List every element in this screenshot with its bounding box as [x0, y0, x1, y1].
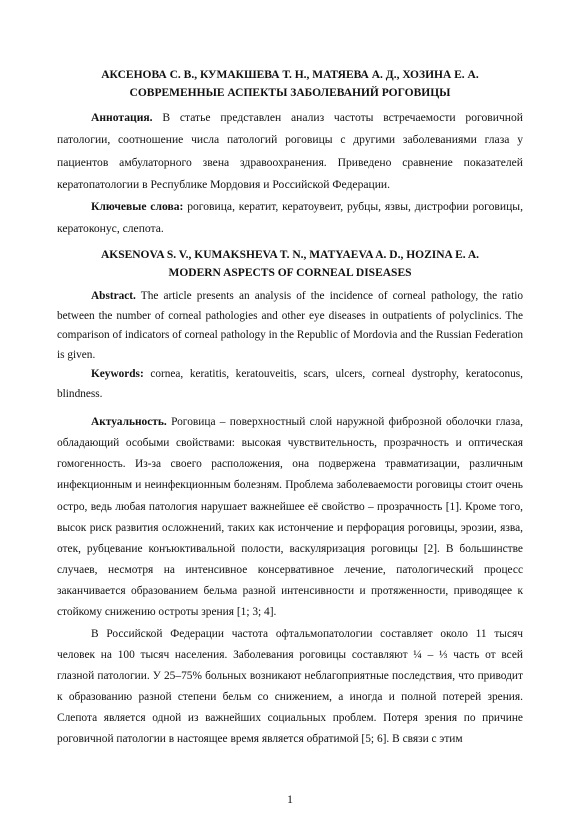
body-paragraph-1 [57, 412, 523, 624]
body-paragraph-1-text: Роговица – поверхностный слой наружной фиброзной оболочки глаза, обладающий особыми свойствами: высокая чувствительность, прозрачность и оптическая гомогенность. Из-за своего расположения, она подвержена травматизации, различным инфекционным и неинфекционным болезням. Проблема заболеваемости роговицы стоит очень остро, ведь любая патология нарушает важнейшее её свойство – прозрачность [1]. Кроме того, высок риск развития осложнений, таких как истончение и перфорация роговицы, эрозии, язва, отек, рубцевание конъюктивальной полости, васкуляризация роговицы [2]. В большинстве случаев, несмотря на интенсивное консервативное лечение, патологический процесс заканчивается образованием бельма разной интенсивности и протяженности, приводящее к стойкому снижению остроты зрения [1; 3; 4]. [57, 416, 523, 619]
en-title: MODERN ASPECTS OF CORNEAL DISEASES [168, 267, 412, 279]
ru-abstract [57, 107, 523, 241]
ru-keywords-paragraph [57, 196, 523, 241]
ru-keywords-label: Ключевые слова: [91, 200, 184, 214]
en-keywords-paragraph [57, 365, 523, 404]
ru-abstract-label: Аннотация. [91, 111, 153, 124]
en-abstract-paragraph [57, 287, 523, 365]
en-header [57, 246, 523, 282]
ru-title: СОВРЕМЕННЫЕ АСПЕКТЫ ЗАБОЛЕВАНИЙ РОГОВИЦЫ [129, 87, 451, 99]
ru-authors: АКСЕНОВА С. В., КУМАКШЕВА Т. Н., МАТЯЕВА А. Д., ХОЗИНА Е. А. [101, 69, 479, 81]
en-authors: AKSENOVA S. V., KUMAKSHEVA T. N., MATYAEVA A. D., HOZINA E. A. [100, 249, 480, 261]
en-keywords-text: cornea, keratitis, keratouveitis, scars, ulcers, corneal dystrophy, keratoconus, blindness. [57, 368, 523, 400]
ru-header [57, 66, 523, 102]
body-paragraph-2: В Российской Федерации частота офтальмопатологии составляет около 11 тысяч человек на 100 тысяч населения. Заболевания роговицы составляют ¼ – ⅓ часть от всей глазной патологии. У 25–75% больных возникают неблагоприятные последствия, что приводит к образованию разной степени бельм со снижением, а иногда и полной потерей зрения. Слепота является одной из важнейших социальных проблем. Потеря зрения по причине роговичной патологии в настоящее время является обратимой [5; 6]. В связи с этим [57, 627, 523, 746]
section-label-relevance: Актуальность. [91, 416, 167, 428]
page-number: 1 [287, 792, 293, 806]
ru-keywords-text: роговица, кератит, кератоувеит, рубцы, язвы, дистрофии роговицы, кератоконус, слепота. [57, 200, 523, 236]
article-body [57, 412, 523, 751]
en-abstract [57, 287, 523, 405]
ru-abstract-paragraph [57, 107, 523, 196]
en-abstract-label: Abstract. [91, 290, 136, 302]
en-abstract-text: The article presents an analysis of the incidence of corneal pathology, the ratio between the number of corneal pathologies and other eye diseases in outpatients of polyclinics. The comparison of indicators of corneal pathology in the Republic of Mordovia and the Russian Federation is given. [57, 290, 523, 361]
ru-abstract-text: В статье представлен анализ частоты встречаемости роговичной патологии, соотношение числа патологий роговицы с другими заболеваниями глаза у пациентов амбулаторного звена здравоохранения. Приведено сравнение показателей кератопатологии в Республике Мордовия и Российской Федерации. [57, 111, 523, 191]
en-keywords-label: Keywords: [91, 368, 144, 381]
